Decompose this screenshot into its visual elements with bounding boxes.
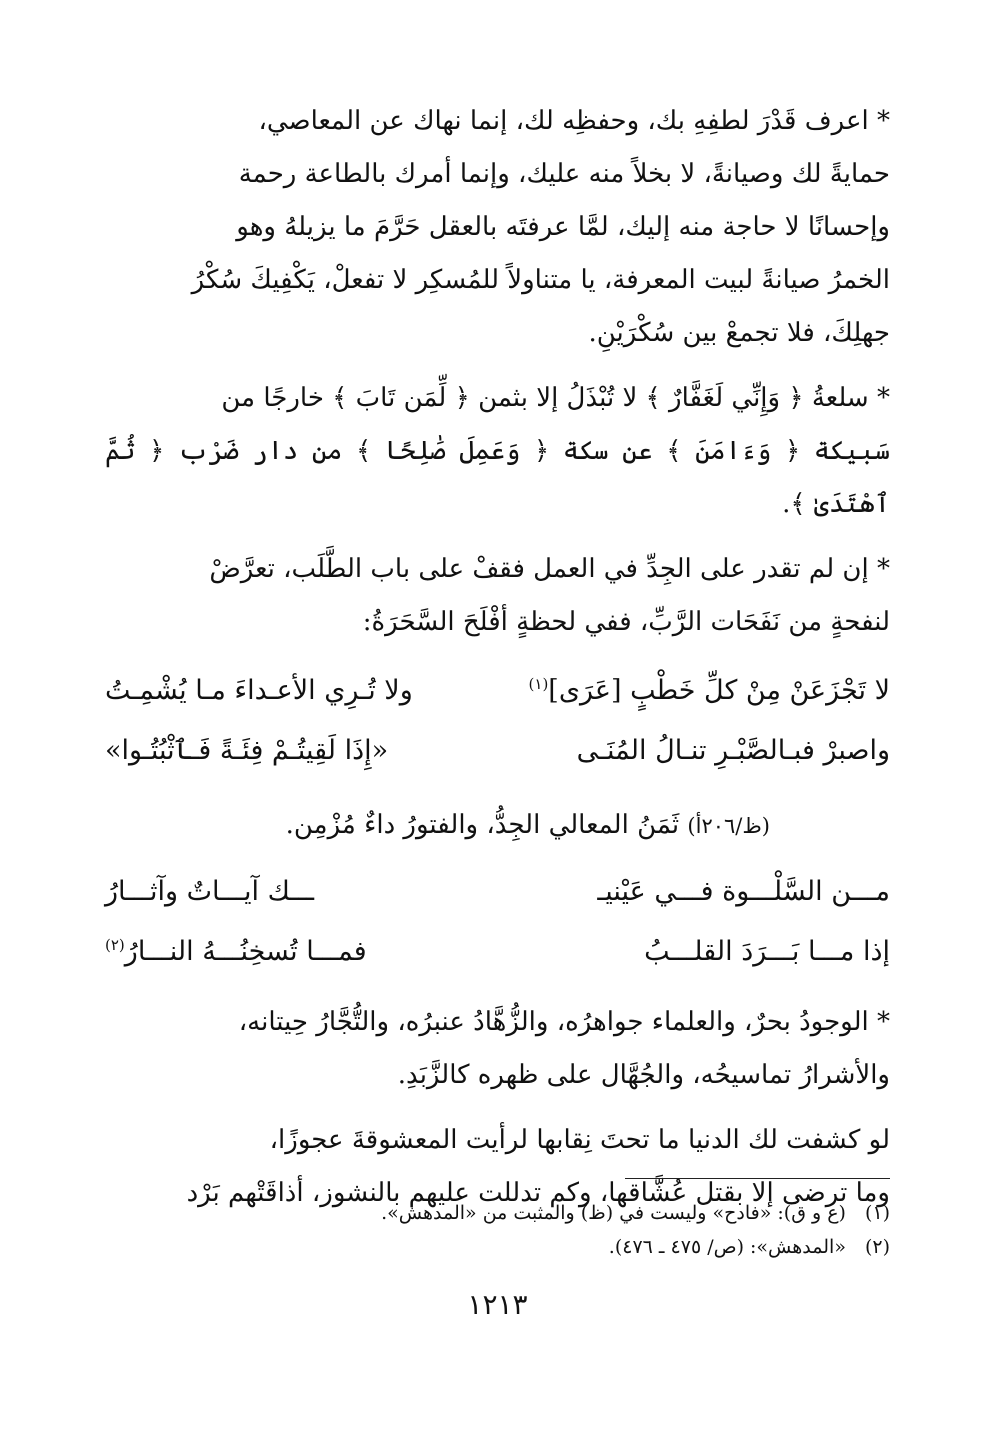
text-line: حمايةً لك وصيانةً، لا بخلاً منه عليك، وإنما أمرك بالطاعة رحمة — [238, 159, 890, 189]
footnote-number: (٢) — [864, 1236, 890, 1258]
prose-line-price — [105, 795, 890, 856]
verse-first-hemistich: واصبرْ فبـالصَّبْـرِ تنـالُ المُنَـى — [576, 735, 890, 766]
verse-line — [105, 862, 890, 922]
footnote-text: (ع و ق): «فادح» وليست في (ظ) والمثبت من «المدهش». — [381, 1202, 846, 1224]
poem-verses-2 — [105, 862, 890, 982]
verse-second-hemistich: ولا تُـرِي الأعـداءَ مـا يُشْمِـتُ — [105, 675, 413, 706]
verse-line — [105, 721, 890, 781]
paragraph-commodity — [105, 372, 890, 531]
verse-first-hemistich: مـــن السَّلْـــوة فـــي عَيْنيـ — [597, 876, 890, 907]
footnote-item — [105, 1196, 890, 1230]
verse-line — [105, 922, 890, 982]
text-line: * سلعةُ ﴿ وَإِنِّي لَغَفَّارٌ ﴾ لا تُبْذَلُ إلا بثمن ﴿ لِّمَن تَابَ ﴾ خارجًا من — [221, 383, 890, 413]
verse-second-hemistich: ـــك آيـــاتٌ وآثـــارُ — [105, 876, 315, 907]
text-line: الخمرُ صيانةً لبيت المعرفة، يا متناولاً للمُسكِر لا تفعلْ، يَكْفِيكَ سُكْرُ — [191, 265, 890, 295]
prose-text: ثَمَنُ المعالي الجِدُّ، والفتورُ داءٌ مُزْمِن. — [285, 810, 680, 840]
text-line: * اعرف قَدْرَ لطفِهِ بك، وحفظِه لك، إنما نهاك عن المعاصي، — [258, 106, 890, 136]
hemistich-text: لا تَجْزَعَنْ مِنْ كلِّ خَطْبٍ [عَرَى] — [548, 675, 890, 706]
text-line: وما ترضى إلا بقتل عُشَّاقها، وكم تدللت عليهم بالنشوز، أذاقَتْهم بَرْد — [186, 1178, 890, 1208]
verse-second-hemistich — [105, 922, 367, 982]
manuscript-reference: (ظ/٢٠٦أ) — [687, 814, 770, 838]
footnote-number: (١) — [864, 1202, 890, 1224]
text-line: * إن لم تقدر على الجِدِّ في العمل فقفْ على باب الطَّلَب، تعرَّضْ — [209, 554, 890, 584]
footnote-text: «المدهش»: (ص/ ٤٧٥ ـ ٤٧٦). — [608, 1236, 846, 1258]
verse-first-hemistich: إذا مـــا بَـــرَدَ القلـــبُ — [644, 936, 890, 967]
poem-verses-1 — [105, 661, 890, 781]
text-line: والأشرارُ تماسيحُه، والجُهَّال على ظهره كالزَّبَدِ. — [397, 1060, 890, 1090]
page-number: ١٢١٣ — [467, 1288, 528, 1321]
text-line: لو كشفت لك الدنيا ما تحتَ نِقابها لرأيت المعشوقةَ عجوزًا، — [269, 1125, 890, 1155]
paragraph-seeking — [105, 543, 890, 649]
text-line: لنفحةٍ من نَفَحَات الرَّبِّ، ففي لحظةٍ أفْلَحَ السَّحَرَةُ: — [362, 607, 890, 637]
text-line: وإحسانًا لا حاجة منه إليك، لمَّا عرفتَه بالعقل حَرَّمَ ما يزيلهُ وهو — [236, 212, 890, 242]
verse-first-hemistich — [529, 661, 890, 721]
hemistich-text: فمـــا تُسخِنُـــهُ النـــارُ — [124, 936, 367, 967]
text-line: سَبيكة ﴿ وَءَامَنَ ﴾ عن سكة ﴿ وَعَمِلَ صَٰلِحًا ﴾ من دار ضَرْب ﴿ ثُمَّ ٱهْتَدَىٰ ﴾. — [105, 436, 890, 519]
text-line: * الوجودُ بحرٌ، والعلماء جواهرُه، والزُّهَّادُ عنبرُه، والتُّجَّارُ حِيتانه، — [238, 1007, 890, 1037]
page-body — [105, 95, 890, 1232]
paragraph-wine — [105, 95, 890, 360]
footnote-mark: (١) — [528, 675, 549, 693]
verse-line — [105, 661, 890, 721]
paragraph-existence — [105, 996, 890, 1102]
footnotes — [105, 1196, 890, 1264]
footnote-item — [105, 1230, 890, 1264]
footnote-separator — [625, 1178, 890, 1179]
verse-second-hemistich: «إِذَا لَقِيتُـمْ فِئَـةً فَـٱثْبُتُـوا» — [105, 735, 389, 766]
text-line: جهلِكَ، فلا تجمعْ بين سُكْرَيْنِ. — [588, 318, 890, 348]
footnote-mark: (٢) — [105, 936, 125, 954]
